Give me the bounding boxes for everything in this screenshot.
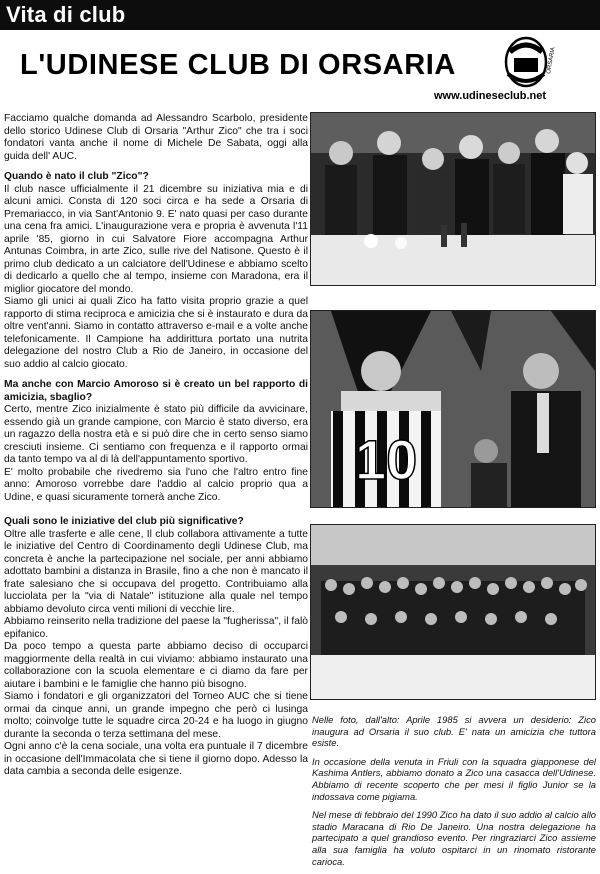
jersey-number: 10 — [355, 428, 418, 491]
answer-2: Certo, mentre Zico inizialmente è stato più difficile da avvicinare, essendo già un grande campione, con Marcio è stato diverso, era un ragazzo della nostra età e si può dire che in certo senso siamo cresciuti insieme. Ci sentiamo con frequenza e il rapporto ormai da tanto tempo va al di là dell'appuntamento sportivo. — [4, 404, 308, 465]
photo-zico-jersey — [310, 310, 596, 508]
caption-3: Nel mese di febbraio del 1990 Zico ha dato il suo addio al calcio allo stadio Maracana di Rio De Janeiro. Una nostra delegazione ha partecipato a quel grandioso evento. Per ringraziarci Zico assieme alla sua famiglia ha voluto ospitarci in un rinomato ristorante carioca. — [312, 809, 596, 867]
question-3: Quali sono le iniziative del club più significative? — [4, 516, 244, 527]
photo-rio-restaurant-group — [310, 524, 596, 700]
answer-3e: Ogni anno c'è la cena sociale, una volta era puntuale il 7 dicembre in occasione dell'Immacolata che si tiene il giorno dopo. Adesso la data cambia a seconda delle esigenze. — [4, 741, 308, 777]
caption-1: Nelle foto, dall'alto: Aprile 1985 si avvera un desiderio: Zico inaugura ad Orsaria il suo club. E' nata un amicizia che tuttora esiste. — [312, 714, 596, 749]
club-badge-icon — [500, 34, 556, 94]
question-1: Quando è nato il club "Zico"? — [4, 171, 149, 182]
answer-1: Il club nasce ufficialmente il 21 dicembre su iniziativa mia e di alcuni amici. Consta di 120 soci circa e ha sede a Orsaria di Premariacco, in via Sant'Antonio 9. E' nato quasi per caso durante una cena fra amici. L'inaugurazione vera e propria è avvenuta l'11 aprile '85, giorno in cui Salvatore Fiore accompagna Arthur Antunas Coimbra, in arte Zico, sulle rive del Natisone. Questo è il primo club dedicato a un calciatore dell'Udinese e abbiamo scelto di dedicarlo a quello che al tempo, insieme con Maradona, era il miglior giocatore del mondo. — [4, 183, 308, 295]
photo-club-inauguration — [310, 112, 596, 286]
club-website-url: www.udineseclub.net — [434, 90, 547, 102]
answer-3b: Abbiamo reinserito nella tradizione del paese la "fugherissa", il falò epifanico. — [4, 616, 308, 640]
answer-3: Oltre alle trasferte e alle cene, Il club collabora attivamente a tutte le iniziative del Centro di Coordinamento degli Udinese Club, ma concreta è anche la partecipazione nel sociale, per anni abbiamo adottato bambini a distanza in Brasile, fino a che non è mancato il frate salesiano che si occupava del progetto. Contribuiamo alla lucciolata per la "via di Natale" istituzione alla quale nel tempo abbiamo devoluto circa venti milioni di vecchie lire. — [4, 528, 308, 615]
answer-3c: Da poco tempo a questa parte abbiamo deciso di occuparci maggiormente della realtà in cui viviamo: abbiamo instaurato una collaborazione con la scuola elementare e ci diamo da fare per aiutare i bambini e le famiglie che hanno più bisogno. — [4, 641, 308, 690]
photo-captions — [312, 714, 596, 874]
answer-3d: Siamo i fondatori e gli organizzatori del Torneo AUC che si tiene ormai da cinque anni, un grande impegno che però ci lusinga molto; coinvolge tutte le squadre circa 20-24 e ha luogo in giugno durante la seconda o terza settimana del mese. — [4, 691, 308, 740]
article-body — [4, 113, 308, 779]
svg-text:ORSARIA: ORSARIA — [546, 46, 556, 75]
answer-1b: Siamo gli unici ai quali Zico ha fatto visita proprio grazie a quel rapporto di stima reciproca e amicizia che si è instaurato e dura da oltre vent'anni. Siamo in contatto attraverso e-mail e a volte anche telefonicamente. Il Campione ha addirittura portato una nutrita delegazione del nostro Club a Rio de Janeiro, in occasione del suo addio al calcio giocato. — [4, 296, 308, 370]
article-headline: L'UDINESE CLUB DI ORSARIA — [20, 49, 456, 81]
section-title: Vita di club — [6, 2, 126, 27]
caption-2: In occasione della venuta in Friuli con la squadra giapponese del Kashima Antlers, abbiamo donato a Zico una casacca dell'Udinese. Abbiamo di recente scoperto che per mesi il figlio Junior se la indossava come pigiama. — [312, 755, 596, 802]
answer-2b: E' molto probabile che rivedremo sia l'uno che l'altro entro fine anno: Amoroso vorrebbe dare l'addio al calcio proprio qua a Udine, e quasi sicuramente tornerà anche Zico. — [4, 466, 308, 503]
question-2: Ma anche con Marcio Amoroso si è creato un bel rapporto di amicizia, sbaglio? — [4, 379, 308, 403]
article-intro: Facciamo qualche domanda ad Alessandro Scarbolo, presidente dello storico Udinese Club di Orsaria "Arthur Zico" che tra i soci fondatori vanta anche il nome di Michele De Sabata, oggi alla guida dell' AUC. — [4, 113, 308, 162]
